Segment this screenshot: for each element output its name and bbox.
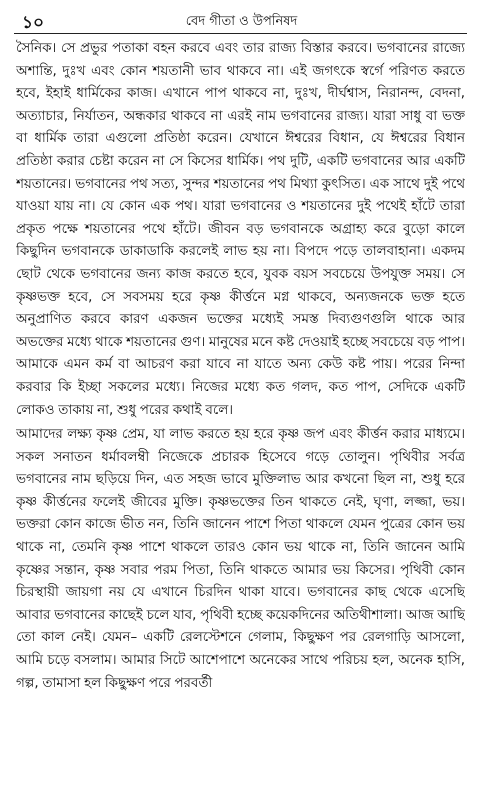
header-divider <box>14 33 467 34</box>
page-header <box>18 6 465 34</box>
paragraph: আমাদের লক্ষ্য কৃষ্ণ প্রেম, যা লাভ করতে হয় হরে কৃষ্ণ জপ এবং কীর্ত্তন করার মাধ্যমে। সকল সনাতন ধর্মাবলম্বী নিজেকে প্রচারক হিসেবে গড়ে তোলুন। পৃথিবীর সর্বত্র ভগবানের নাম ছড়িয়ে দিন, এত সহজ ভাবে মুক্তিলাভ আর কখনো ছিল না, শুধু হরে কৃষ্ণ কীর্ত্তনের ফলেই জীবের মুক্তি। কৃষ্ণভক্তের তিন থাকতে নেই, ঘৃণা, লজ্জা, ভয়। ভক্তরা কোন কাজে ভীত নন, তিনি জানেন পাশে পিতা থাকলে যেমন পুত্রের কোন ভয় থাকে না, তেমনি কৃষ্ণ পাশে থাকলে তারও কোন ভয় থাকে না, তিনি জানেন আমি কৃষ্ণের সন্তান, কৃষ্ণ সবার পরম পিতা, তিনি থাকতে আমার ভয় কিসের। পৃথিবী কোন চিরস্থায়ী জায়গা নয় যে এখানে চিরদিন থাকা যাবে। ভগবানের কাছ থেকে এসেছি আবার ভগবানের কাছেই চলে যাব, পৃথিবী হচ্ছে কয়েকদিনের অতিথীশালা। আজ আছি তো কাল নেই। যেমন– একটি রেলস্টেশনে গেলাম, কিছুক্ষণ পর রেলগাড়ি আসলো, আমি চড়ে বসলাম। আমার সিটে আশেপাশে অনেকের সাথে পরিচয় হল, অনেক হাসি, গল্প, তামাসা হল কিছুক্ষণ পরে পরবর্তী <box>16 427 465 691</box>
page-body <box>16 38 465 794</box>
paragraph: সৈনিক। সে প্রভুর পতাকা বহন করবে এবং তার রাজ্য বিস্তার করবে। ভগবানের রাজ্যে অশান্তি, দুঃখ এবং কোন শয়তানী ভাব থাকবে না। এই জগৎকে স্বর্গে পরিণত করতে হবে, ইহাই ধার্মিকের কাজ। এখানে পাপ থাকবে না, দুঃখ, দীর্ঘশ্বাস, নিরানন্দ, বেদনা, অত্যাচার, নির্যাতন, অন্ধকার থাকবে না এরই নাম ভগবানের রাজ্য। যারা সাধু বা ভক্ত বা ধার্মিক তারা এগুলো প্রতিষ্ঠা করেন। যেখানে ঈশ্বরের বিধান, যে ঈশ্বরের বিধান প্রতিষ্ঠা করার চেষ্টা করেন না সে কিসের ধার্মিক। পথ দুটি, একটি ভগবানের আর একটি শয়তানের। ভগবানের পথ সত্য, সুন্দর শয়তানের পথ মিথ্যা কুৎসিত। এক সাথে দুই পথে যাওয়া যায় না। যে কোন এক পথ। যারা ভগবানের ও শয়তানের দুই পথেই হাঁটে তারা প্রকৃত পক্ষে শয়তানের পথে হাঁটে। জীবন বড় ভগবানকে অগ্রাহ্য করে বুড়ো কালে কিছুদিন ভগবানকে ডাকাডাকি করলেই লাভ হয় না। বিপদে পড়ে তালবাহানা। একদম ছোট থেকে ভগবানের জন্য কাজ করতে হবে, যুবক বয়স সবচেয়ে উপযুক্ত সময়। সে কৃষ্ণভক্ত হবে, সে সবসময় হরে কৃষ্ণ কীর্ত্তনে মগ্ন থাকবে, অন্যজনকে ভক্ত হতে অনুপ্রাণিত করবে কারণ একজন ভক্তের মধ্যেই সমস্ত দিব্যগুণগুলি থাকে আর অভক্তের মধ্যে থাকে শয়তানের গুণ। মানুষের মনে কষ্ট দেওয়াই হচ্ছে সবচেয়ে বড় পাপ। আমাকে এমন কর্ম বা আচরণ করা যাবে না যাতে অন্য কেউ কষ্ট পায়। পরের নিন্দা করবার কি ইচ্ছা সকলের মধ্যে। নিজের মধ্যে কত গলদ, কত পাপ, সেদিকে একটি লোকও তাকায় না, শুধু পরের কথাই বলে। <box>16 41 465 418</box>
page-number: ১০ <box>22 13 45 33</box>
running-title: বেদ গীতা ও উপনিষদ <box>185 14 298 29</box>
